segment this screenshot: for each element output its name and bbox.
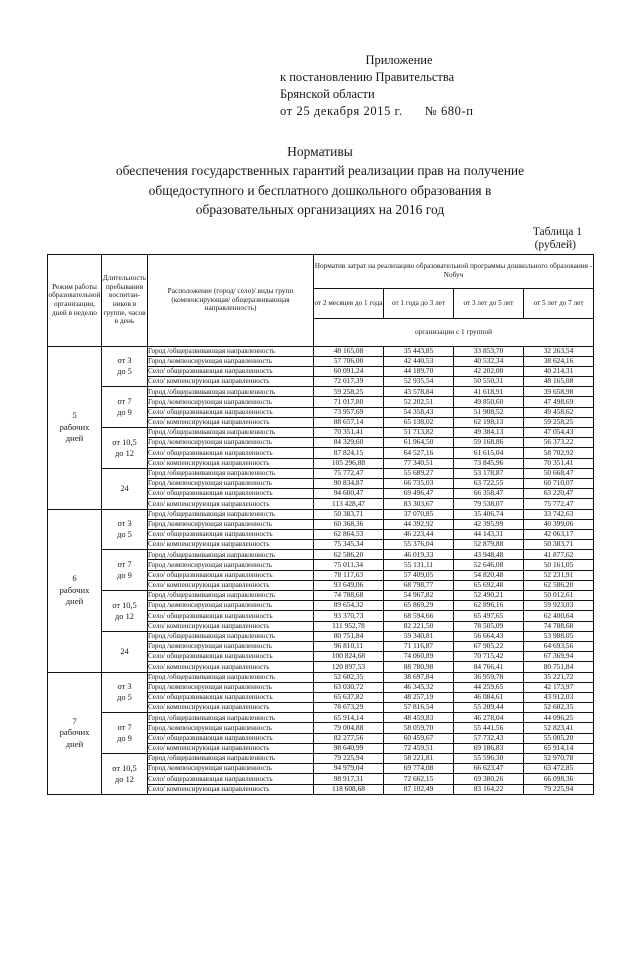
cell-norm-value-1: 52 602,35	[314, 672, 384, 682]
cell-norm-value-2: 69 496,47	[384, 489, 454, 499]
cell-norm-value-2: 57 816,54	[384, 703, 454, 713]
cell-norm-value-4: 40 399,06	[524, 519, 594, 529]
cell-norm-value-3: 43 948,48	[454, 550, 524, 560]
cell-norm-value-3: 44 259,65	[454, 682, 524, 692]
table-units: (рублей)	[534, 238, 576, 251]
cell-location-direction: Город /компенсирующая направленность	[148, 397, 314, 407]
cell-norm-value-1: 100 824,68	[314, 652, 384, 662]
cell-norm-value-2: 57 409,05	[384, 570, 454, 580]
cell-norm-value-2: 46 345,32	[384, 682, 454, 692]
cell-norm-value-1: 113 428,47	[314, 499, 384, 509]
cell-norm-value-1: 57 706,00	[314, 356, 384, 366]
cell-norm-value-1: 84 329,60	[314, 438, 384, 448]
cell-location-direction: Город /общеразвивающая направленность	[148, 672, 314, 682]
cell-location-direction: Село/ общеразвивающая направленность	[148, 529, 314, 539]
cell-norm-value-4: 33 742,63	[524, 509, 594, 519]
cell-norm-value-1: 62 586,20	[314, 550, 384, 560]
cell-norm-value-1: 60 091,24	[314, 366, 384, 376]
cell-norm-value-2: 35 443,85	[384, 346, 454, 356]
cell-norm-value-2: 46 223,44	[384, 529, 454, 539]
table-row	[48, 713, 594, 723]
cell-location-direction: Город /общеразвивающая направленность	[148, 631, 314, 641]
cell-norm-value-3: 65 497,65	[454, 611, 524, 621]
cell-norm-value-1: 94 600,47	[314, 489, 384, 499]
cell-norm-value-2: 60 459,67	[384, 733, 454, 743]
cell-norm-value-2: 71 116,87	[384, 641, 454, 651]
cell-location-direction: Село/ компенсирующая направленность	[148, 417, 314, 427]
cell-norm-value-3: 40 532,34	[454, 356, 524, 366]
cell-location-direction: Село/ компенсирующая направленность	[148, 784, 314, 794]
cell-norm-value-4: 38 624,16	[524, 356, 594, 366]
norms-table	[47, 254, 594, 795]
cell-norm-value-4: 48 165,08	[524, 377, 594, 387]
cell-stay-hours: от 7 до 9	[102, 550, 148, 591]
cell-norm-value-1: 63 030,72	[314, 682, 384, 692]
cell-norm-value-1: 80 751,84	[314, 631, 384, 641]
table-row	[48, 387, 594, 397]
cell-norm-value-2: 54 358,43	[384, 407, 454, 417]
cell-norm-value-2: 68 798,77	[384, 580, 454, 590]
cell-location-direction: Село/ компенсирующая направленность	[148, 703, 314, 713]
document-page	[0, 52, 640, 957]
cell-norm-value-4: 64 693,56	[524, 641, 594, 651]
table-row	[48, 631, 594, 641]
cell-norm-value-1: 48 165,08	[314, 346, 384, 356]
cell-norm-value-4: 50 383,71	[524, 540, 594, 550]
cell-norm-value-2: 44 189,70	[384, 366, 454, 376]
cell-norm-value-4: 66 098,36	[524, 774, 594, 784]
cell-stay-hours: от 7 до 9	[102, 713, 148, 754]
cell-norm-value-2: 65 138,02	[384, 417, 454, 427]
cell-norm-value-3: 83 164,22	[454, 784, 524, 794]
cell-norm-value-4: 79 225,94	[524, 784, 594, 794]
cell-norm-value-3: 69 380,26	[454, 774, 524, 784]
cell-norm-value-4: 43 912,03	[524, 692, 594, 702]
header-age-2m-1y: от 2 месяцев до 1 года	[314, 288, 384, 318]
cell-norm-value-2: 69 774,08	[384, 764, 454, 774]
cell-location-direction: Село/ компенсирующая направленность	[148, 499, 314, 509]
cell-norm-value-2: 55 131,11	[384, 560, 454, 570]
cell-norm-value-1: 98 917,31	[314, 774, 384, 784]
cell-norm-value-2: 48 459,83	[384, 713, 454, 723]
cell-stay-hours: от 3 до 5	[102, 509, 148, 550]
cell-stay-hours: от 3 до 5	[102, 346, 148, 387]
cell-norm-value-2: 38 697,84	[384, 672, 454, 682]
cell-norm-value-4: 35 221,72	[524, 672, 594, 682]
cell-norm-value-4: 63 220,47	[524, 489, 594, 499]
cell-norm-value-2: 55 376,04	[384, 540, 454, 550]
header-age-1-3: от 1 года до 3 лет	[384, 288, 454, 318]
cell-norm-value-4: 47 054,43	[524, 428, 594, 438]
cell-norm-value-3: 84 766,41	[454, 662, 524, 672]
cell-norm-value-4: 39 658,98	[524, 387, 594, 397]
cell-norm-value-1: 50 383,71	[314, 509, 384, 519]
cell-norm-value-3: 69 186,83	[454, 743, 524, 753]
cell-norm-value-2: 37 070,85	[384, 509, 454, 519]
cell-norm-value-3: 56 664,43	[454, 631, 524, 641]
cell-location-direction: Город /общеразвивающая направленность	[148, 387, 314, 397]
cell-norm-value-3: 79 538,07	[454, 499, 524, 509]
cell-norm-value-1: 87 824,15	[314, 448, 384, 458]
cell-norm-value-3: 55 209,44	[454, 703, 524, 713]
cell-norm-value-3: 57 732,43	[454, 733, 524, 743]
table-number: Таблица 1	[532, 225, 582, 238]
table-head	[48, 254, 594, 346]
cell-norm-value-2: 58 221,81	[384, 754, 454, 764]
cell-norm-value-3: 33 853,70	[454, 346, 524, 356]
cell-norm-value-1: 65 637,82	[314, 692, 384, 702]
cell-norm-value-3: 65 692,48	[454, 580, 524, 590]
cell-norm-value-4: 56 373,22	[524, 438, 594, 448]
cell-norm-value-4: 62 400,64	[524, 611, 594, 621]
table-row	[48, 591, 594, 601]
cell-norm-value-2: 58 059,70	[384, 723, 454, 733]
appendix-date-number	[0, 103, 598, 120]
cell-location-direction: Село/ общеразвивающая направленность	[148, 652, 314, 662]
cell-norm-value-1: 94 979,04	[314, 764, 384, 774]
cell-location-direction: Село/ компенсирующая направленность	[148, 662, 314, 672]
table-row	[48, 754, 594, 764]
header-location-types: Расположение (город/ село)/ виды групп (компенсирующая/ общеразвивающая направленность)	[148, 254, 314, 346]
cell-location-direction: Город /компенсирующая направленность	[148, 723, 314, 733]
table-caption	[0, 226, 640, 252]
cell-norm-value-2: 82 221,50	[384, 621, 454, 631]
cell-norm-value-1: 79 225,94	[314, 754, 384, 764]
cell-norm-value-3: 46 278,04	[454, 713, 524, 723]
cell-norm-value-4: 63 472,85	[524, 764, 594, 774]
cell-norm-value-3: 62 198,13	[454, 417, 524, 427]
cell-norm-value-2: 77 340,51	[384, 458, 454, 468]
cell-location-direction: Город /общеразвивающая направленность	[148, 509, 314, 519]
cell-stay-hours: 24	[102, 468, 148, 509]
table-body	[48, 346, 594, 794]
cell-norm-value-2: 74 060,89	[384, 652, 454, 662]
cell-norm-value-3: 55 441,56	[454, 723, 524, 733]
cell-norm-value-2: 64 527,16	[384, 448, 454, 458]
cell-stay-hours: от 7 до 9	[102, 387, 148, 428]
cell-norm-value-3: 53 178,87	[454, 468, 524, 478]
cell-norm-value-2: 52 935,54	[384, 377, 454, 387]
cell-norm-value-3: 63 722,55	[454, 478, 524, 488]
header-norm-title: Норматив затрат на реализацию образовательной программы дошкольного образования - Nобуч	[314, 254, 594, 288]
header-work-mode: Режим работы образовательной организации, дней в неделю	[48, 254, 102, 346]
cell-norm-value-1: 75 772,47	[314, 468, 384, 478]
header-age-3-5: от 3 лет до 5 лет	[454, 288, 524, 318]
cell-location-direction: Город /компенсирующая направленность	[148, 356, 314, 366]
cell-norm-value-2: 54 967,82	[384, 591, 454, 601]
cell-norm-value-1: 60 368,36	[314, 519, 384, 529]
table-row	[48, 509, 594, 519]
cell-norm-value-4: 32 263,54	[524, 346, 594, 356]
cell-location-direction: Село/ общеразвивающая направленность	[148, 733, 314, 743]
cell-norm-value-4: 58 702,92	[524, 448, 594, 458]
cell-location-direction: Село/ компенсирующая направленность	[148, 743, 314, 753]
cell-norm-value-3: 42 395,99	[454, 519, 524, 529]
cell-norm-value-3: 59 168,86	[454, 438, 524, 448]
cell-norm-value-2: 72 459,51	[384, 743, 454, 753]
appendix-word: Приложение	[365, 53, 433, 67]
cell-norm-value-3: 70 715,42	[454, 652, 524, 662]
cell-location-direction: Город /компенсирующая направленность	[148, 601, 314, 611]
cell-location-direction: Село/ компенсирующая направленность	[148, 621, 314, 631]
cell-norm-value-3: 51 908,52	[454, 407, 524, 417]
appendix-reference	[0, 52, 640, 120]
cell-location-direction: Город /общеразвивающая направленность	[148, 468, 314, 478]
cell-norm-value-1: 78 117,63	[314, 570, 384, 580]
cell-norm-value-1: 70 351,41	[314, 428, 384, 438]
cell-location-direction: Город /компенсирующая направленность	[148, 438, 314, 448]
cell-norm-value-4: 50 012,61	[524, 591, 594, 601]
cell-norm-value-2: 68 594,66	[384, 611, 454, 621]
cell-norm-value-1: 74 788,68	[314, 591, 384, 601]
cell-norm-value-1: 65 914,14	[314, 713, 384, 723]
cell-norm-value-3: 49 384,13	[454, 428, 524, 438]
cell-norm-value-1: 90 834,87	[314, 478, 384, 488]
cell-norm-value-3: 54 820,48	[454, 570, 524, 580]
cell-location-direction: Село/ общеразвивающая направленность	[148, 366, 314, 376]
cell-norm-value-3: 50 550,31	[454, 377, 524, 387]
cell-norm-value-2: 43 578,84	[384, 387, 454, 397]
cell-norm-value-1: 72 017,39	[314, 377, 384, 387]
cell-location-direction: Село/ общеразвивающая направленность	[148, 570, 314, 580]
cell-location-direction: Село/ общеразвивающая направленность	[148, 692, 314, 702]
cell-norm-value-4: 52 970,78	[524, 754, 594, 764]
cell-norm-value-2: 59 340,81	[384, 631, 454, 641]
cell-norm-value-2: 48 257,19	[384, 692, 454, 702]
cell-norm-value-1: 89 654,32	[314, 601, 384, 611]
appendix-number: № 680-п	[424, 104, 474, 118]
cell-norm-value-4: 49 458,62	[524, 407, 594, 417]
appendix-region-line: Брянской области	[280, 87, 375, 101]
cell-location-direction: Город /общеразвивающая направленность	[148, 713, 314, 723]
table-row	[48, 346, 594, 356]
cell-norm-value-3: 35 406,74	[454, 509, 524, 519]
cell-norm-value-2: 42 440,53	[384, 356, 454, 366]
cell-norm-value-4: 59 258,25	[524, 417, 594, 427]
cell-norm-value-1: 120 897,53	[314, 662, 384, 672]
cell-norm-value-4: 67 369,94	[524, 652, 594, 662]
cell-norm-value-1: 78 673,29	[314, 703, 384, 713]
cell-norm-value-4: 47 498,69	[524, 397, 594, 407]
cell-norm-value-1: 96 810,11	[314, 641, 384, 651]
cell-location-direction: Село/ общеразвивающая направленность	[148, 774, 314, 784]
cell-norm-value-1: 105 296,88	[314, 458, 384, 468]
cell-norm-value-1: 98 640,99	[314, 743, 384, 753]
cell-norm-value-4: 50 161,05	[524, 560, 594, 570]
cell-location-direction: Город /компенсирующая направленность	[148, 641, 314, 651]
cell-norm-value-3: 66 623,47	[454, 764, 524, 774]
cell-stay-hours: от 10,5 до 12	[102, 591, 148, 632]
cell-norm-value-3: 62 896,16	[454, 601, 524, 611]
cell-norm-value-4: 50 668,47	[524, 468, 594, 478]
cell-norm-value-1: 118 608,68	[314, 784, 384, 794]
cell-norm-value-2: 65 869,29	[384, 601, 454, 611]
cell-location-direction: Село/ общеразвивающая направленность	[148, 489, 314, 499]
cell-norm-value-2: 44 392,92	[384, 519, 454, 529]
cell-stay-hours: от 10,5 до 12	[102, 428, 148, 469]
cell-norm-value-3: 61 615,04	[454, 448, 524, 458]
cell-location-direction: Село/ компенсирующая направленность	[148, 377, 314, 387]
cell-norm-value-4: 55 005,20	[524, 733, 594, 743]
cell-norm-value-1: 93 649,06	[314, 580, 384, 590]
cell-norm-value-3: 49 850,60	[454, 397, 524, 407]
cell-norm-value-3: 44 143,31	[454, 529, 524, 539]
header-age-5-7: от 5 лет до 7 лет	[524, 288, 594, 318]
cell-norm-value-1: 111 952,78	[314, 621, 384, 631]
cell-stay-hours: от 10,5 до 12	[102, 754, 148, 795]
cell-location-direction: Село/ компенсирующая направленность	[148, 580, 314, 590]
cell-norm-value-2: 55 689,27	[384, 468, 454, 478]
header-one-group: организации с 1 группой	[314, 318, 594, 346]
cell-location-direction: Село/ общеразвивающая направленность	[148, 448, 314, 458]
cell-norm-value-4: 59 923,03	[524, 601, 594, 611]
cell-norm-value-4: 52 602,35	[524, 703, 594, 713]
cell-norm-value-3: 67 905,22	[454, 641, 524, 651]
table-row	[48, 550, 594, 560]
cell-norm-value-2: 72 662,15	[384, 774, 454, 784]
cell-norm-value-3: 42 202,00	[454, 366, 524, 376]
cell-location-direction: Город /компенсирующая направленность	[148, 764, 314, 774]
cell-norm-value-4: 44 096,25	[524, 713, 594, 723]
cell-work-days: 6 рабочих дней	[48, 509, 102, 672]
cell-location-direction: Город /общеразвивающая направленность	[148, 550, 314, 560]
cell-norm-value-1: 79 004,88	[314, 723, 384, 733]
cell-norm-value-3: 52 646,08	[454, 560, 524, 570]
table-row	[48, 468, 594, 478]
cell-location-direction: Город /компенсирующая направленность	[148, 478, 314, 488]
cell-norm-value-4: 74 788,68	[524, 621, 594, 631]
cell-norm-value-4: 52 231,91	[524, 570, 594, 580]
cell-norm-value-1: 75 345,34	[314, 540, 384, 550]
title-sub-line-2: общедоступного и бесплатного дошкольного образования в	[148, 182, 492, 198]
cell-location-direction: Город /общеразвивающая направленность	[148, 591, 314, 601]
cell-norm-value-1: 62 864,53	[314, 529, 384, 539]
cell-norm-value-1: 88 657,14	[314, 417, 384, 427]
header-stay-duration: Длительность пребывания воспитанников в группе, часов в день	[102, 254, 148, 346]
cell-norm-value-1: 82 277,56	[314, 733, 384, 743]
cell-norm-value-4: 40 214,31	[524, 366, 594, 376]
cell-location-direction: Город /компенсирующая направленность	[148, 519, 314, 529]
cell-norm-value-1: 59 258,25	[314, 387, 384, 397]
cell-norm-value-3: 36 959,78	[454, 672, 524, 682]
title-sub-line-1: обеспечения государственных гарантий реализации прав на получение	[115, 163, 525, 178]
cell-norm-value-4: 75 772,47	[524, 499, 594, 509]
cell-norm-value-3: 78 505,09	[454, 621, 524, 631]
title-sub-line-3: образовательных организациях на 2016 год	[195, 202, 445, 217]
cell-norm-value-4: 52 823,41	[524, 723, 594, 733]
cell-location-direction: Город /общеразвивающая направленность	[148, 346, 314, 356]
cell-norm-value-2: 46 019,33	[384, 550, 454, 560]
cell-norm-value-4: 42 063,17	[524, 529, 594, 539]
cell-norm-value-1: 93 370,73	[314, 611, 384, 621]
cell-norm-value-1: 71 017,80	[314, 397, 384, 407]
table-row	[48, 672, 594, 682]
cell-norm-value-2: 66 735,03	[384, 478, 454, 488]
cell-work-days: 5 рабочих дней	[48, 346, 102, 509]
cell-norm-value-2: 83 303,67	[384, 499, 454, 509]
cell-stay-hours: 24	[102, 631, 148, 672]
cell-norm-value-4: 70 351,41	[524, 458, 594, 468]
cell-location-direction: Село/ компенсирующая направленность	[148, 458, 314, 468]
cell-norm-value-4: 53 988,05	[524, 631, 594, 641]
appendix-decree-line: к постановлению Правительства	[280, 70, 455, 84]
cell-norm-value-4: 60 710,07	[524, 478, 594, 488]
cell-norm-value-3: 55 596,30	[454, 754, 524, 764]
cell-norm-value-1: 75 011,34	[314, 560, 384, 570]
cell-location-direction: Село/ компенсирующая направленность	[148, 540, 314, 550]
cell-norm-value-2: 87 102,49	[384, 784, 454, 794]
cell-stay-hours: от 3 до 5	[102, 672, 148, 713]
appendix-date: от 25 декабря 2015 г.	[280, 104, 403, 118]
cell-work-days: 7 рабочих дней	[48, 672, 102, 794]
cell-norm-value-4: 62 586,20	[524, 580, 594, 590]
title-main: Нормативы	[287, 144, 353, 159]
cell-norm-value-2: 51 713,82	[384, 428, 454, 438]
cell-norm-value-4: 41 877,62	[524, 550, 594, 560]
cell-norm-value-3: 46 084,61	[454, 692, 524, 702]
cell-norm-value-4: 42 173,97	[524, 682, 594, 692]
cell-norm-value-3: 52 879,88	[454, 540, 524, 550]
cell-location-direction: Город /общеразвивающая направленность	[148, 428, 314, 438]
norms-table-wrapper	[47, 254, 593, 795]
table-row	[48, 428, 594, 438]
cell-norm-value-1: 73 957,69	[314, 407, 384, 417]
cell-location-direction: Город /компенсирующая направленность	[148, 682, 314, 692]
cell-norm-value-3: 73 845,96	[454, 458, 524, 468]
cell-norm-value-4: 80 751,84	[524, 662, 594, 672]
cell-location-direction: Село/ общеразвивающая направленность	[148, 611, 314, 621]
cell-location-direction: Село/ общеразвивающая направленность	[148, 407, 314, 417]
cell-norm-value-2: 88 780,98	[384, 662, 454, 672]
cell-norm-value-4: 65 914,14	[524, 743, 594, 753]
cell-norm-value-2: 52 202,51	[384, 397, 454, 407]
cell-location-direction: Город /общеразвивающая направленность	[148, 754, 314, 764]
cell-norm-value-3: 41 618,91	[454, 387, 524, 397]
cell-location-direction: Город /компенсирующая направленность	[148, 560, 314, 570]
cell-norm-value-3: 66 358,47	[454, 489, 524, 499]
document-title	[0, 142, 640, 220]
cell-norm-value-3: 52 490,21	[454, 591, 524, 601]
cell-norm-value-2: 61 964,50	[384, 438, 454, 448]
